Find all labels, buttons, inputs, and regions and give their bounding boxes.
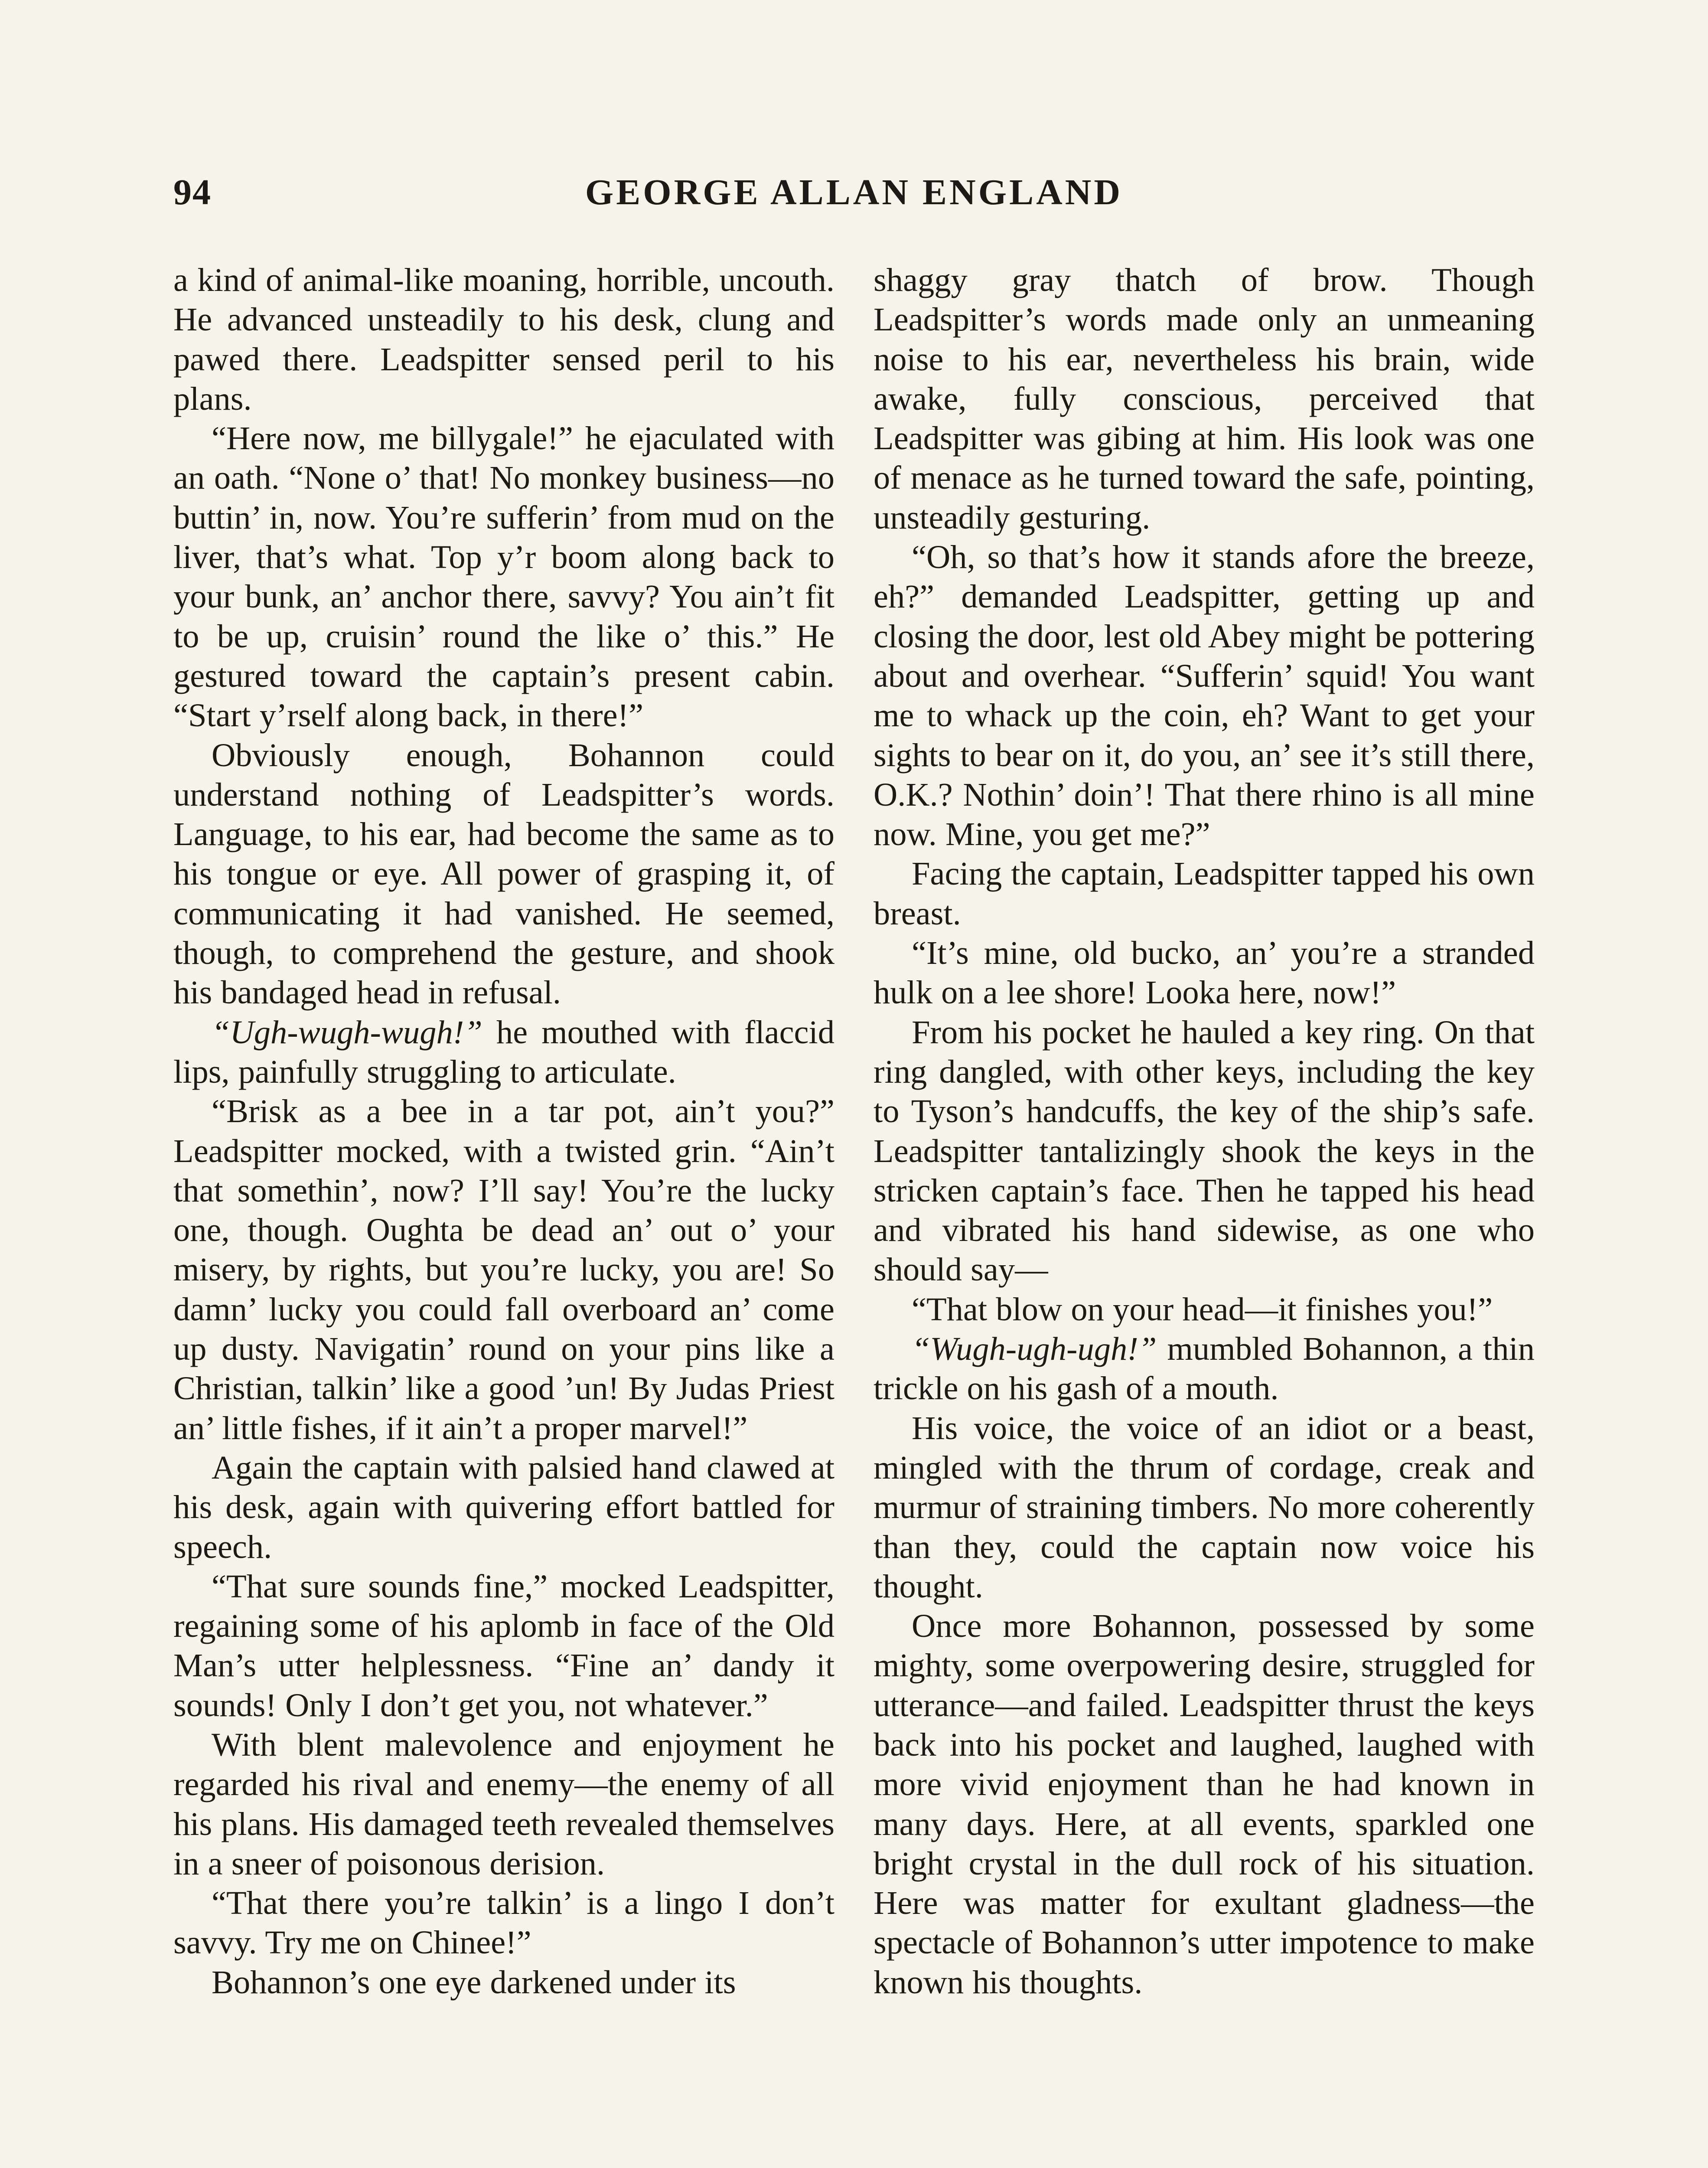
paragraph xyxy=(173,1725,834,1883)
paragraph-text: With blent malevolence and enjoyment he regarded his rival and enemy—the enemy of all his plans. His damaged teeth revealed themselves in a sneer of poisonous derision. xyxy=(173,1726,834,1882)
paragraph-text: a kind of animal-like moaning, horrible, uncouth. He advanced unsteadily to his desk, clung and pawed there. Leadspitter sensed peril to his plans. xyxy=(173,261,834,417)
paragraph xyxy=(173,1883,834,1962)
paragraph-text: “Oh, so that’s how it stands afore the breeze, eh?” demanded Leadspitter, getting up and closing the door, lest old Abey might be pottering about and overhear. “Sufferin’ squid! You want me to whack up the coin, eh? Want to get your sights to bear on it, do you, an’ see it’s still there, O.K.? Nothin’ doin’! That there rhino is all mine now. Mine, you get me?” xyxy=(874,539,1535,853)
paragraph-text: Facing the captain, Leadspitter tapped his own breast. xyxy=(874,855,1535,932)
paragraph xyxy=(874,1290,1535,1329)
paragraph xyxy=(874,537,1535,854)
italic-utterance: “Wugh-ugh-ugh!” xyxy=(912,1330,1157,1368)
paragraph xyxy=(173,260,834,418)
paragraph-text: Obviously enough, Bohannon could understand nothing of Leadspitter’s words. Language, to his ear, had become the same as to his tongue or eye. All power of grasping it, of communicating it had vanished. He seemed, though, to comprehend the gesture, and shook his bandaged head in refusal. xyxy=(173,736,834,1011)
paragraph-text: Bohannon’s one eye darkened under its xyxy=(212,1963,736,2001)
paragraph-text: Once more Bohannon, possessed by some mighty, some overpowering desire, struggled for utterance—and failed. Leadspitter thrust the keys back into his pocket and laughed, laughed with more vivid enjoyment than he had known in many days. Here, at all events, sparkled one bright crystal in the dull rock of his situation. Here was matter for exultant gladness—the spectacle of Bohannon’s utter impotence to make known his thoughts. xyxy=(874,1607,1535,2001)
paragraph-text: he mouthed with flaccid lips, painfully struggling to articulate. xyxy=(173,1013,834,1090)
page-header xyxy=(173,171,1535,219)
italic-utterance: “Ugh-wugh-wugh!” xyxy=(212,1013,482,1051)
paragraph-text: “Here now, me billygale!” he ejaculated with an oath. “None o’ that! No monkey business—no buttin’ in, now. You’re sufferin’ from mud on the liver, that’s what. Top y’r boom along back to your bunk, an’ anchor there, savvy? You ain’t fit to be up, cruisin’ round the like o’ this.” He gestured toward the captain’s present cabin. “Start y’rself along back, in there!” xyxy=(173,420,834,734)
paragraph xyxy=(173,1567,834,1725)
paragraph xyxy=(874,1329,1535,1408)
text-column-left xyxy=(173,260,834,2002)
paragraph-text: “Brisk as a bee in a tar pot, ain’t you?” Leadspitter mocked, with a twisted grin. “Ain’t that somethin’, now? I’ll say! You’re the lucky one, though. Oughta be dead an’ out o’ your misery, by rights, but you’re lucky, you are! So damn’ lucky you could fall overboard an’ come up dusty. Navigatin’ round on your pins like a Christian, talkin’ like a good ’un! By Judas Priest an’ little fishes, if it ain’t a proper marvel!” xyxy=(173,1093,834,1446)
paragraph-text: Again the captain with palsied hand clawed at his desk, again with quivering effort battled for speech. xyxy=(173,1449,834,1565)
paragraph-text: From his pocket he hauled a key ring. On that ring dangled, with other keys, including the key to Tyson’s handcuffs, the key of the ship’s safe. Leadspitter tantalizingly shook the keys in the stricken captain’s face. Then he tapped his head and vibrated his hand sidewise, as one who should say— xyxy=(874,1013,1535,1288)
paragraph-text: mumbled Bohannon, a thin trickle on his gash of a mouth. xyxy=(874,1330,1535,1407)
paragraph xyxy=(874,1606,1535,2002)
running-title: GEORGE ALLAN ENGLAND xyxy=(585,172,1123,212)
paragraph-text: His voice, the voice of an idiot or a beast, mingled with the thrum of cordage, creak and murmur of straining timbers. No more coherently than they, could the captain now voice his thought. xyxy=(874,1409,1535,1605)
paragraph-text: shaggy gray thatch of brow. Though Leadspitter’s words made only an unmeaning noise to his ear, nevertheless his brain, wide awake, fully conscious, perceived that Leadspitter was gibing at him. His look was one of menace as he turned toward the safe, pointing, unsteadily gesturing. xyxy=(874,261,1535,536)
paragraph-text: “That there you’re talkin’ is a lingo I don’t savvy. Try me on Chinee!” xyxy=(173,1884,834,1961)
paragraph xyxy=(874,1012,1535,1290)
paragraph xyxy=(874,854,1535,933)
paragraph xyxy=(874,933,1535,1012)
paragraph xyxy=(173,1448,834,1567)
text-column-right xyxy=(874,260,1535,2002)
page-number: 94 xyxy=(173,172,212,212)
paragraph xyxy=(173,735,834,1012)
paragraph xyxy=(874,1408,1535,1606)
paragraph-text: “That sure sounds fine,” mocked Leadspitter, regaining some of his aplomb in face of the Old Man’s utter helplessness. “Fine an’ dandy it sounds! Only I don’t get you, not whatever.” xyxy=(173,1567,834,1724)
paragraph xyxy=(173,1091,834,1448)
paragraph-text: “That blow on your head—it finishes you!” xyxy=(912,1290,1493,1328)
paragraph xyxy=(874,260,1535,537)
paragraph-text: “It’s mine, old bucko, an’ you’re a stranded hulk on a lee shore! Looka here, now!” xyxy=(874,934,1535,1011)
paragraph xyxy=(173,418,834,735)
paragraph xyxy=(173,1962,834,2002)
paragraph xyxy=(173,1012,834,1092)
